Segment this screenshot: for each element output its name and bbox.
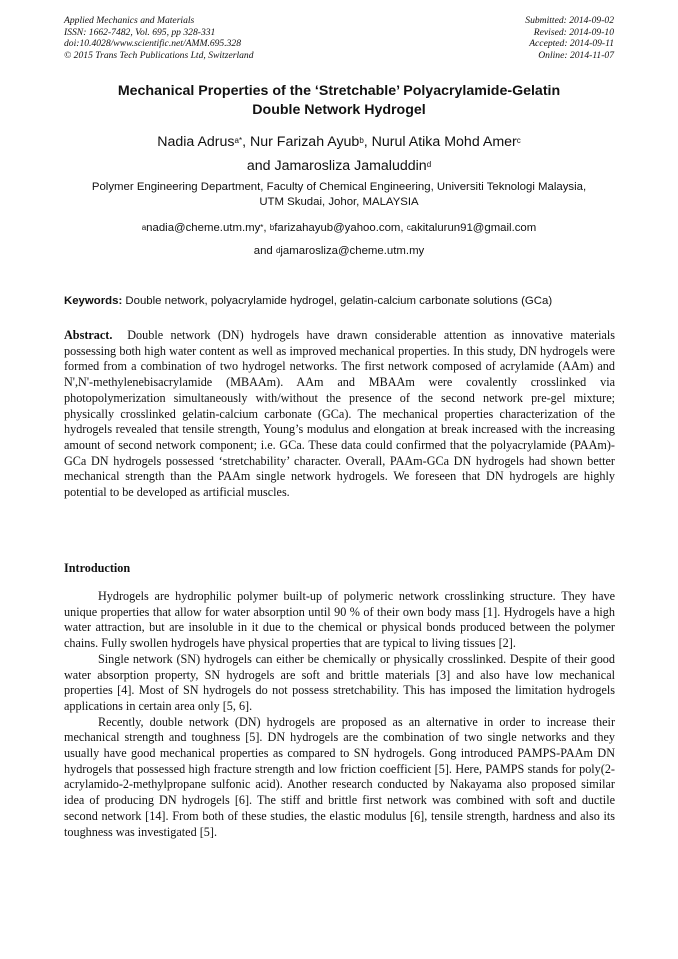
journal-issn: ISSN: 1662-7482, Vol. 695, pp 328-331 [64, 26, 216, 38]
author-superscript: c [516, 136, 521, 145]
author-superscript: d [426, 160, 432, 169]
journal-name: Applied Mechanics and Materials [64, 15, 195, 26]
author-name: Nadia Adrus [157, 134, 235, 150]
email-conjunction: and [253, 245, 273, 257]
author-name: Nur Farizah Ayub [249, 134, 360, 150]
abstract [64, 328, 615, 501]
author-line-1: Nadia Adrus$^{a*}$, Nur Farizah Ayub$^b$, Nurul Atika Mohd Amer$^c$ [157, 134, 521, 150]
author-superscript: a* [234, 136, 243, 145]
email-address[interactable]: akitalurun91@gmail.com [410, 222, 537, 234]
email-superscript: a [141, 223, 147, 232]
introduction-body [64, 589, 615, 840]
journal-copyright: © 2015 Trans Tech Publications Ltd, Switzerland [64, 49, 254, 61]
journal-header-right [525, 15, 614, 61]
corresponding-mark: * [260, 223, 264, 232]
keywords-text: Double network, polyacrylamide hydrogel, gelatin-calcium carbonate solutions (GCa) [125, 295, 553, 307]
email-address[interactable]: farizahayub@yahoo.com [274, 222, 401, 234]
email-superscript: b [269, 223, 275, 232]
keywords-label: Keywords: [64, 295, 123, 307]
email-address[interactable]: jamarosliza@cheme.utm.my [280, 245, 425, 257]
journal-header-left [64, 15, 254, 61]
date-submitted: Submitted: 2014-09-02 [525, 15, 614, 26]
author-list [60, 130, 618, 178]
date-accepted: Accepted: 2014-09-11 [529, 38, 614, 49]
email-line-1: $^a$nadia@cheme.utm.my*, $^b$farizahayub@yahoo.com, $^c$akitalurun91@gmail.com [141, 222, 537, 234]
date-online: Online: 2014-11-07 [538, 49, 614, 61]
title-line-1: Mechanical Properties of the ‘Stretchable’ Polyacrylamide-Gelatin [117, 83, 561, 99]
paragraph: Hydrogels are hydrophilic polymer built-up of polymeric network crosslinking structure. They have unique properties that allow for water absorption until 90 % of their own body mass [1]. Hydrogels have a high water attraction, but are insoluble in it due to the chemical or physical bonds produced between the polymer chains. Fully swollen hydrogels have physical properties that are typical to living tissues [2]. [64, 589, 615, 651]
keywords [64, 294, 624, 309]
email-line-2 [60, 240, 618, 263]
abstract-text: Double network (DN) hydrogels have drawn considerable attention as innovative materials possessing both high water content as well as improved mechanical properties. In this study, DN hydrogels were formed from a combination of two hydrogel networks. The first network composed of acrylamide (AAm) and N',N'-methylenebisacrylamide (MBAAm). AAm and MBAAm were covalently crosslinked via photopolymerization simultaneously with/without the presence of the second network pre-gel mixture; physically crosslinked gelatin-calcium carbonate (GCa). The mechanical properties characterization of the hydrogels revealed that tensile strength, Young’s modulus and elongation at break increased with the increasing amount of second network component; i.e. GCa. These data could confirmed that the polyacrylamide (PAAm)-GCa DN hydrogels possessed ‘stretchability’ character. Overall, PAAm-GCa DN hydrogels had shown better mechanical strength than the PAAm single network hydrogels. We foreseen that DN hydrogels are highly potential to be developed as artificial muscles. [64, 328, 616, 500]
email-superscript: c [406, 223, 411, 232]
affiliation [60, 180, 618, 210]
paragraph: Recently, double network (DN) hydrogels are proposed as an alternative in order to increase their mechanical strength and toughness [5]. DN hydrogels are the combination of two single networks and they usually have good mechanical properties as compared to SN hydrogels. Gong introduced PAMPS-PAAm DN hydrogels that possessed high fracture strength and low friction coefficient [5]. Here, PAMPS stands for poly(2-acrylamido-2-methylpropane sulfonic acid). Another research conducted by Nakayama also proposed similar idea of producing DN hydrogels [6]. The stiff and brittle first network was combined with soft and ductile second network [14]. From both of these studies, the elastic modulus [6], tensile strength, hardness and also its toughness was investigated [5]. [64, 714, 615, 839]
author-conjunction: and [246, 158, 271, 174]
author-superscript: b [359, 136, 364, 145]
affiliation-line-2: UTM Skudai, Johor, MALAYSIA [259, 196, 419, 208]
paper-title [60, 82, 618, 120]
paragraph: Single network (SN) hydrogels can either be chemically or physically crosslinked. Despite of their good water absorption property, SN hydrogels are soft and brittle materials [3] and also have low mechanical properties [4]. Most of SN hydrogels do not possess stretchability. This has imposed the limitation hydrogels applications in certain area only [5, 6]. [64, 651, 615, 713]
author-name: Nurul Atika Mohd Amer [371, 134, 517, 150]
author-line-2 [60, 154, 618, 178]
email-superscript: d [275, 246, 281, 255]
abstract-label: Abstract. [64, 328, 113, 342]
title-line-2: Double Network Hydrogel [252, 102, 426, 118]
author-name: Jamarosliza Jamaluddin [274, 158, 427, 174]
date-revised: Revised: 2014-09-10 [533, 26, 614, 38]
section-heading-introduction: Introduction [64, 561, 131, 575]
author-emails [60, 217, 618, 263]
email-address[interactable]: nadia@cheme.utm.my [146, 222, 261, 234]
journal-doi[interactable]: doi:10.4028/www.scientific.net/AMM.695.328 [64, 38, 242, 49]
affiliation-line-1: Polymer Engineering Department, Faculty of Chemical Engineering, Universiti Teknologi Malaysia, [91, 181, 587, 193]
